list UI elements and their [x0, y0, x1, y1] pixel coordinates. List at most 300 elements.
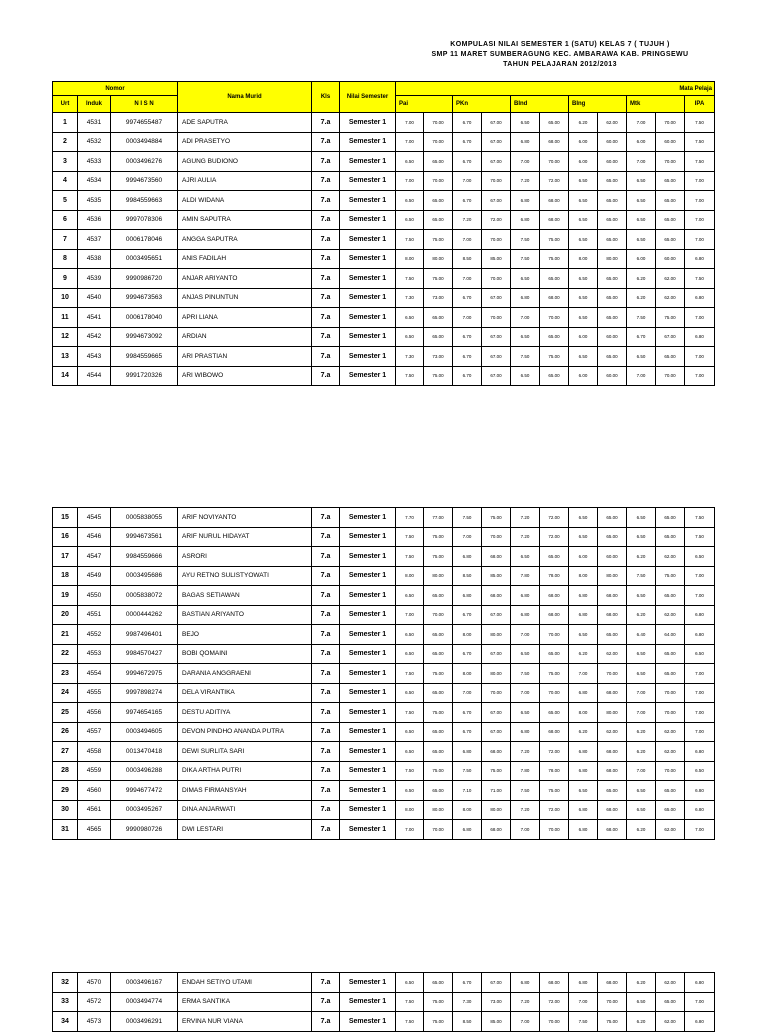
- row-number: 26: [53, 722, 78, 742]
- grade-cell: 6.50: [511, 113, 540, 133]
- grade-cell: 6.80: [511, 586, 540, 606]
- grade-cell: 6.50: [396, 973, 424, 993]
- student-row: [53, 547, 715, 567]
- grade-cell: 60.00: [598, 132, 627, 152]
- grade-cell: 6.20: [627, 605, 656, 625]
- grade-cell: 7.00: [396, 113, 424, 133]
- grade-cell: 73.00: [482, 992, 511, 1012]
- semester-cell: Semester 1: [340, 152, 396, 172]
- induk-cell: 4561: [78, 800, 111, 820]
- induk-cell: 4534: [78, 171, 111, 191]
- grade-cell: 6.80: [569, 800, 598, 820]
- grade-cell: 7.00: [685, 722, 715, 742]
- grade-cell: 62.00: [656, 269, 685, 289]
- grade-cell: 6.00: [627, 132, 656, 152]
- grade-cell: 8.00: [569, 249, 598, 269]
- grade-cell: 68.00: [540, 973, 569, 993]
- semester-cell: Semester 1: [340, 547, 396, 567]
- student-name-cell: DEWI SURLITA SARI: [178, 742, 312, 762]
- class-cell: 7.a: [312, 566, 340, 586]
- nisn-cell: 9974655487: [111, 113, 178, 133]
- semester-cell: Semester 1: [340, 113, 396, 133]
- grade-cell: 80.00: [482, 664, 511, 684]
- semester-cell: Semester 1: [340, 644, 396, 664]
- semester-cell: Semester 1: [340, 566, 396, 586]
- grade-cell: 80.00: [424, 566, 453, 586]
- row-number: 21: [53, 625, 78, 645]
- grade-cell: 68.00: [540, 132, 569, 152]
- class-cell: 7.a: [312, 742, 340, 762]
- grade-cell: 68.00: [540, 586, 569, 606]
- grade-cell: 80.00: [598, 566, 627, 586]
- grade-cell: 7.50: [511, 664, 540, 684]
- nisn-cell: 0013470418: [111, 742, 178, 762]
- grade-cell: 68.00: [482, 547, 511, 567]
- grade-cell: 75.00: [424, 992, 453, 1012]
- induk-cell: 4542: [78, 327, 111, 347]
- header-mata-pelajaran: Mata Pelaja: [396, 82, 715, 96]
- grade-cell: 67.00: [482, 722, 511, 742]
- student-name-cell: DARANIA ANGGRAENI: [178, 664, 312, 684]
- row-number: 4: [53, 171, 78, 191]
- grade-cell: 60.00: [656, 249, 685, 269]
- grade-cell: 6.80: [685, 605, 715, 625]
- induk-cell: 4544: [78, 366, 111, 386]
- grade-cell: 6.50: [511, 269, 540, 289]
- grade-cell: 68.00: [598, 605, 627, 625]
- grade-cell: 6.80: [685, 973, 715, 993]
- student-name-cell: BOBI QOMAINI: [178, 644, 312, 664]
- grade-cell: 6.50: [627, 527, 656, 547]
- student-name-cell: DINA ANJARWATI: [178, 800, 312, 820]
- grade-cell: 6.20: [627, 742, 656, 762]
- semester-cell: Semester 1: [340, 703, 396, 723]
- student-row: [53, 722, 715, 742]
- student-name-cell: ARDIAN: [178, 327, 312, 347]
- nisn-cell: 0005838055: [111, 508, 178, 528]
- grade-cell: 60.00: [656, 132, 685, 152]
- grade-cell: 70.00: [598, 992, 627, 1012]
- header-subject-bind: BInd: [511, 96, 569, 113]
- grade-cell: 67.00: [482, 644, 511, 664]
- grade-cell: 70.00: [482, 230, 511, 250]
- grade-cell: 75.00: [424, 761, 453, 781]
- grade-cell: 65.00: [656, 800, 685, 820]
- grade-cell: 8.00: [396, 566, 424, 586]
- grade-cell: 65.00: [598, 527, 627, 547]
- grade-cell: 6.50: [396, 683, 424, 703]
- row-number: 25: [53, 703, 78, 723]
- grade-cell: 6.50: [569, 308, 598, 328]
- grade-cell: 77.00: [424, 508, 453, 528]
- class-cell: 7.a: [312, 527, 340, 547]
- grade-cell: 72.00: [540, 800, 569, 820]
- grade-cell: 6.70: [453, 347, 482, 367]
- student-name-cell: AGUNG BUDIONO: [178, 152, 312, 172]
- class-cell: 7.a: [312, 703, 340, 723]
- grade-cell: 7.80: [511, 566, 540, 586]
- semester-cell: Semester 1: [340, 722, 396, 742]
- student-row: [53, 527, 715, 547]
- row-number: 3: [53, 152, 78, 172]
- grade-cell: 7.50: [396, 527, 424, 547]
- grade-cell: 6.70: [453, 722, 482, 742]
- nisn-cell: 9987496401: [111, 625, 178, 645]
- grade-cell: 6.50: [627, 508, 656, 528]
- grade-cell: 6.80: [453, 547, 482, 567]
- grade-cell: 80.00: [424, 249, 453, 269]
- grade-cell: 8.00: [453, 664, 482, 684]
- induk-cell: 4572: [78, 992, 111, 1012]
- row-number: 33: [53, 992, 78, 1012]
- grade-cell: 6.70: [627, 327, 656, 347]
- grade-cell: 6.80: [453, 586, 482, 606]
- student-row: [53, 973, 715, 993]
- induk-cell: 4536: [78, 210, 111, 230]
- class-cell: 7.a: [312, 288, 340, 308]
- grade-cell: 67.00: [482, 152, 511, 172]
- grade-cell: 6.00: [569, 366, 598, 386]
- grade-cell: 7.00: [685, 230, 715, 250]
- grade-cell: 65.00: [656, 171, 685, 191]
- grade-cell: 72.00: [540, 527, 569, 547]
- grade-cell: 62.00: [656, 605, 685, 625]
- student-name-cell: ERVINA NUR VIANA: [178, 1012, 312, 1032]
- student-name-cell: ANIS FADILAH: [178, 249, 312, 269]
- semester-cell: Semester 1: [340, 527, 396, 547]
- grade-cell: 6.70: [453, 191, 482, 211]
- class-cell: 7.a: [312, 820, 340, 840]
- grade-cell: 78.00: [540, 761, 569, 781]
- grade-cell: 6.50: [627, 781, 656, 801]
- student-row: [53, 210, 715, 230]
- grade-cell: 67.00: [482, 191, 511, 211]
- grade-cell: 6.80: [569, 586, 598, 606]
- grade-cell: 8.00: [453, 800, 482, 820]
- grade-cell: 6.50: [569, 191, 598, 211]
- grade-cell: 67.00: [482, 132, 511, 152]
- grade-cell: 75.00: [540, 249, 569, 269]
- grade-cell: 6.50: [396, 781, 424, 801]
- grade-cell: 6.70: [453, 973, 482, 993]
- nisn-cell: 0003496167: [111, 973, 178, 993]
- student-row: [53, 820, 715, 840]
- semester-cell: Semester 1: [340, 347, 396, 367]
- student-name-cell: BAGAS SETIAWAN: [178, 586, 312, 606]
- row-number: 7: [53, 230, 78, 250]
- grade-cell: 6.80: [685, 288, 715, 308]
- student-name-cell: AJRI AULIA: [178, 171, 312, 191]
- row-number: 17: [53, 547, 78, 567]
- student-row: [53, 1012, 715, 1032]
- grade-cell: 80.00: [482, 625, 511, 645]
- grade-cell: 7.00: [511, 1012, 540, 1032]
- grade-cell: 68.00: [540, 191, 569, 211]
- grade-cell: 65.00: [424, 722, 453, 742]
- grade-cell: 7.50: [511, 781, 540, 801]
- grade-cell: 7.00: [453, 308, 482, 328]
- induk-cell: 4539: [78, 269, 111, 289]
- grade-cell: 68.00: [598, 800, 627, 820]
- nisn-cell: 0003495686: [111, 566, 178, 586]
- grade-cell: 78.00: [540, 566, 569, 586]
- grade-cell: 7.00: [453, 230, 482, 250]
- grade-cell: 6.80: [511, 288, 540, 308]
- student-row: [53, 288, 715, 308]
- nisn-cell: 0003495651: [111, 249, 178, 269]
- grade-cell: 6.50: [627, 347, 656, 367]
- grade-cell: 7.20: [453, 210, 482, 230]
- semester-cell: Semester 1: [340, 191, 396, 211]
- row-number: 29: [53, 781, 78, 801]
- induk-cell: 4538: [78, 249, 111, 269]
- grade-cell: 75.00: [424, 1012, 453, 1032]
- grade-cell: 65.00: [656, 664, 685, 684]
- nisn-cell: 0006178040: [111, 308, 178, 328]
- induk-cell: 4547: [78, 547, 111, 567]
- grade-cell: 70.00: [540, 683, 569, 703]
- grade-cell: 65.00: [598, 288, 627, 308]
- semester-cell: Semester 1: [340, 761, 396, 781]
- row-number: 34: [53, 1012, 78, 1032]
- induk-cell: 4555: [78, 683, 111, 703]
- row-number: 22: [53, 644, 78, 664]
- grade-cell: 7.80: [511, 761, 540, 781]
- header-subject-pkn: PKn: [453, 96, 511, 113]
- grade-cell: 70.00: [656, 113, 685, 133]
- row-number: 9: [53, 269, 78, 289]
- grade-cell: 6.70: [453, 605, 482, 625]
- grade-cell: 65.00: [656, 508, 685, 528]
- grade-cell: 7.50: [396, 547, 424, 567]
- grade-cell: 6.70: [453, 152, 482, 172]
- grade-cell: 75.00: [424, 230, 453, 250]
- class-cell: 7.a: [312, 586, 340, 606]
- grade-cell: 70.00: [540, 308, 569, 328]
- nisn-cell: 0003494884: [111, 132, 178, 152]
- header-subject-bing: BIng: [569, 96, 627, 113]
- grade-cell: 65.00: [598, 508, 627, 528]
- grades-table-block-3: [52, 972, 715, 1032]
- grade-cell: 7.00: [511, 152, 540, 172]
- grade-cell: 6.80: [685, 249, 715, 269]
- nisn-cell: 9994672975: [111, 664, 178, 684]
- grade-cell: 6.50: [569, 210, 598, 230]
- class-cell: 7.a: [312, 249, 340, 269]
- grade-cell: 7.30: [396, 347, 424, 367]
- semester-cell: Semester 1: [340, 210, 396, 230]
- row-number: 15: [53, 508, 78, 528]
- row-number: 30: [53, 800, 78, 820]
- row-number: 12: [53, 327, 78, 347]
- grade-cell: 6.50: [396, 586, 424, 606]
- grade-cell: 65.00: [598, 269, 627, 289]
- nisn-cell: 9994673563: [111, 288, 178, 308]
- nisn-cell: 0003494774: [111, 992, 178, 1012]
- grade-cell: 6.50: [511, 644, 540, 664]
- grade-cell: 6.50: [627, 992, 656, 1012]
- row-number: 16: [53, 527, 78, 547]
- student-row: [53, 644, 715, 664]
- class-cell: 7.a: [312, 347, 340, 367]
- grade-cell: 6.00: [569, 547, 598, 567]
- grade-cell: 65.00: [656, 230, 685, 250]
- grade-cell: 85.00: [482, 566, 511, 586]
- grade-cell: 65.00: [424, 644, 453, 664]
- grade-cell: 65.00: [656, 191, 685, 211]
- class-cell: 7.a: [312, 210, 340, 230]
- grade-cell: 70.00: [482, 269, 511, 289]
- grade-cell: 6.80: [569, 742, 598, 762]
- class-cell: 7.a: [312, 625, 340, 645]
- grade-cell: 7.70: [396, 508, 424, 528]
- grade-cell: 7.50: [511, 249, 540, 269]
- grade-cell: 6.20: [627, 269, 656, 289]
- student-row: [53, 152, 715, 172]
- grade-cell: 7.20: [511, 992, 540, 1012]
- semester-cell: Semester 1: [340, 683, 396, 703]
- grade-cell: 65.00: [540, 703, 569, 723]
- class-cell: 7.a: [312, 152, 340, 172]
- grade-cell: 65.00: [656, 347, 685, 367]
- grade-cell: 6.50: [627, 664, 656, 684]
- grade-cell: 65.00: [424, 191, 453, 211]
- grade-cell: 65.00: [598, 210, 627, 230]
- class-cell: 7.a: [312, 327, 340, 347]
- grade-cell: 6.70: [453, 113, 482, 133]
- grade-cell: 6.00: [569, 327, 598, 347]
- nisn-cell: 9997078306: [111, 210, 178, 230]
- grade-cell: 7.50: [685, 269, 715, 289]
- grade-cell: 65.00: [540, 269, 569, 289]
- grade-cell: 68.00: [540, 210, 569, 230]
- semester-cell: Semester 1: [340, 132, 396, 152]
- grade-cell: 68.00: [540, 722, 569, 742]
- row-number: 24: [53, 683, 78, 703]
- student-name-cell: DESTU ADITIYA: [178, 703, 312, 723]
- induk-cell: 4556: [78, 703, 111, 723]
- grade-cell: 6.20: [569, 644, 598, 664]
- grade-cell: 7.00: [685, 171, 715, 191]
- grade-cell: 6.80: [569, 683, 598, 703]
- grade-cell: 80.00: [424, 800, 453, 820]
- grade-cell: 7.00: [396, 820, 424, 840]
- grade-cell: 73.00: [424, 347, 453, 367]
- student-name-cell: AYU RETNO SULISTYOWATI: [178, 566, 312, 586]
- semester-cell: Semester 1: [340, 1012, 396, 1032]
- grade-cell: 7.00: [453, 683, 482, 703]
- class-cell: 7.a: [312, 230, 340, 250]
- grade-cell: 6.50: [569, 625, 598, 645]
- grade-cell: 6.50: [627, 210, 656, 230]
- induk-cell: 4535: [78, 191, 111, 211]
- grade-cell: 7.00: [396, 132, 424, 152]
- grade-cell: 7.10: [453, 781, 482, 801]
- grade-cell: 6.50: [569, 781, 598, 801]
- nisn-cell: 9984570427: [111, 644, 178, 664]
- student-row: [53, 171, 715, 191]
- student-name-cell: DIMAS FIRMANSYAH: [178, 781, 312, 801]
- grade-cell: 65.00: [540, 366, 569, 386]
- grade-cell: 70.00: [424, 113, 453, 133]
- grade-cell: 8.50: [453, 249, 482, 269]
- grade-cell: 6.20: [627, 820, 656, 840]
- row-number: 23: [53, 664, 78, 684]
- grade-cell: 72.00: [540, 171, 569, 191]
- grade-cell: 6.20: [627, 722, 656, 742]
- grade-cell: 70.00: [482, 683, 511, 703]
- grade-cell: 6.50: [569, 269, 598, 289]
- grade-cell: 6.20: [627, 1012, 656, 1032]
- grade-cell: 60.00: [598, 152, 627, 172]
- grade-cell: 70.00: [424, 820, 453, 840]
- grade-cell: 7.50: [396, 230, 424, 250]
- grade-cell: 68.00: [598, 742, 627, 762]
- row-number: 19: [53, 586, 78, 606]
- grade-cell: 7.00: [569, 992, 598, 1012]
- induk-cell: 4540: [78, 288, 111, 308]
- student-row: [53, 366, 715, 386]
- class-cell: 7.a: [312, 113, 340, 133]
- grade-cell: 6.20: [627, 973, 656, 993]
- grade-cell: 65.00: [540, 327, 569, 347]
- grade-cell: 7.00: [627, 152, 656, 172]
- header-nilai-semester: Nilai Semester: [340, 82, 396, 113]
- row-number: 14: [53, 366, 78, 386]
- class-cell: 7.a: [312, 508, 340, 528]
- student-row: [53, 191, 715, 211]
- grade-cell: 72.00: [540, 992, 569, 1012]
- class-cell: 7.a: [312, 992, 340, 1012]
- grade-cell: 6.70: [453, 327, 482, 347]
- grade-cell: 67.00: [482, 113, 511, 133]
- nisn-cell: 9994677472: [111, 781, 178, 801]
- student-row: [53, 992, 715, 1012]
- class-cell: 7.a: [312, 191, 340, 211]
- grade-cell: 7.50: [685, 113, 715, 133]
- student-name-cell: ERMA SANTIKA: [178, 992, 312, 1012]
- grade-cell: 6.50: [511, 703, 540, 723]
- grade-cell: 6.80: [511, 191, 540, 211]
- grade-cell: 68.00: [598, 761, 627, 781]
- nisn-cell: 9994673561: [111, 527, 178, 547]
- grade-cell: 7.30: [396, 288, 424, 308]
- grade-cell: 72.00: [482, 210, 511, 230]
- row-number: 6: [53, 210, 78, 230]
- grade-cell: 6.80: [511, 132, 540, 152]
- grade-cell: 7.00: [685, 191, 715, 211]
- grades-table-block-1: [52, 81, 715, 386]
- row-number: 8: [53, 249, 78, 269]
- grade-cell: 6.50: [627, 800, 656, 820]
- student-name-cell: ASRORI: [178, 547, 312, 567]
- header-nomor: Nomor: [53, 82, 178, 96]
- grade-cell: 67.00: [482, 327, 511, 347]
- grade-cell: 6.00: [569, 132, 598, 152]
- grade-cell: 75.00: [540, 347, 569, 367]
- grade-cell: 67.00: [482, 973, 511, 993]
- induk-cell: 4543: [78, 347, 111, 367]
- induk-cell: 4554: [78, 664, 111, 684]
- grade-cell: 65.00: [598, 781, 627, 801]
- grade-cell: 65.00: [656, 210, 685, 230]
- nisn-cell: 0006178046: [111, 230, 178, 250]
- induk-cell: 4532: [78, 132, 111, 152]
- semester-cell: Semester 1: [340, 820, 396, 840]
- grade-cell: 62.00: [656, 722, 685, 742]
- grade-cell: 65.00: [598, 230, 627, 250]
- row-number: 20: [53, 605, 78, 625]
